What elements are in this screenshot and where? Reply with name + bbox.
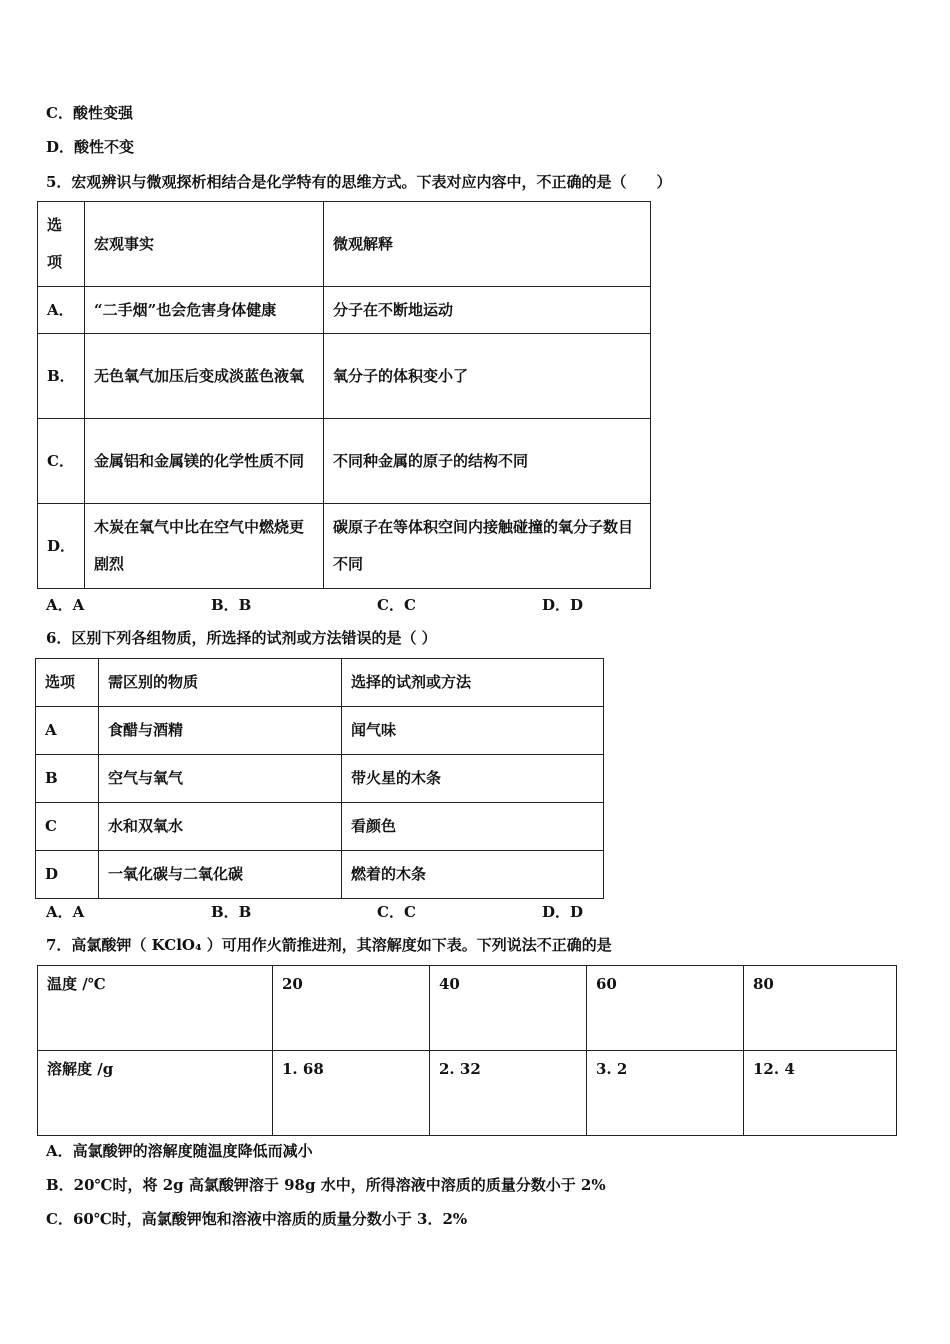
- row-explanation: 分子在不断地运动: [324, 287, 651, 334]
- row-option: C: [36, 803, 99, 851]
- table-row: [36, 803, 604, 851]
- header-explanation: 微观解释: [324, 202, 651, 287]
- row-fact: “二手烟”也会危害身体健康: [85, 287, 324, 334]
- header-method: 选择的试剂或方法: [342, 659, 604, 707]
- temperature-label: 温度 /℃: [38, 966, 273, 1051]
- row-option: B: [36, 755, 99, 803]
- question-7-option-b: B．20℃时，将 2g 高氯酸钾溶于 98g 水中，所得溶液中溶质的质量分数小于 2%: [46, 1176, 606, 1194]
- row-explanation: 氧分子的体积变小了: [324, 334, 651, 419]
- row-method: 闻气味: [342, 707, 604, 755]
- table-row: [36, 755, 604, 803]
- row-explanation: 碳原子在等体积空间内接触碰撞的氧分子数目不同: [324, 504, 651, 589]
- question-7-table: [37, 965, 897, 1136]
- answer-a: A．A: [46, 903, 85, 921]
- row-method: 带火星的木条: [342, 755, 604, 803]
- row-option: A．: [38, 287, 85, 334]
- question-5-table: [37, 201, 651, 589]
- solubility-80: 12. 4: [744, 1051, 897, 1136]
- row-fact: 无色氧气加压后变成淡蓝色液氧: [85, 334, 324, 419]
- question-7-option-c: C．60℃时，高氯酸钾饱和溶液中溶质的质量分数小于 3．2%: [46, 1210, 468, 1228]
- answer-b: B．B: [211, 903, 252, 921]
- temperature-60: 60: [587, 966, 744, 1051]
- row-substances: 水和双氧水: [99, 803, 342, 851]
- row-fact: 金属铝和金属镁的化学性质不同: [85, 419, 324, 504]
- header-option: 选 项: [38, 202, 85, 287]
- solubility-label: 溶解度 /g: [38, 1051, 273, 1136]
- row-option: B．: [38, 334, 85, 419]
- temperature-80: 80: [744, 966, 897, 1051]
- table-row: [38, 287, 651, 334]
- solubility-40: 2. 32: [430, 1051, 587, 1136]
- row-fact: 木炭在氧气中比在空气中燃烧更剧烈: [85, 504, 324, 589]
- temperature-20: 20: [273, 966, 430, 1051]
- question-5-stem: 5．宏观辨识与微观探析相结合是化学特有的思维方式。下表对应内容中，不正确的是（ ）: [46, 173, 672, 191]
- table-row: [36, 707, 604, 755]
- row-substances: 食醋与酒精: [99, 707, 342, 755]
- row-option: D: [36, 851, 99, 899]
- row-explanation: 不同种金属的原子的结构不同: [324, 419, 651, 504]
- table-row: [38, 419, 651, 504]
- table-row: [36, 851, 604, 899]
- header-option: 选项: [36, 659, 99, 707]
- answer-b: B．B: [211, 596, 252, 614]
- answer-c: C．C: [377, 596, 416, 614]
- header-fact: 宏观事实: [85, 202, 324, 287]
- question-6-stem: 6．区别下列各组物质，所选择的试剂或方法错误的是（ ）: [46, 629, 437, 647]
- header-substances: 需区别的物质: [99, 659, 342, 707]
- solubility-60: 3. 2: [587, 1051, 744, 1136]
- question-6-table: [35, 658, 604, 899]
- row-method: 燃着的木条: [342, 851, 604, 899]
- row-substances: 一氧化碳与二氧化碳: [99, 851, 342, 899]
- temperature-40: 40: [430, 966, 587, 1051]
- row-option: A: [36, 707, 99, 755]
- row-substances: 空气与氧气: [99, 755, 342, 803]
- row-option: D．: [38, 504, 85, 589]
- question-7-stem: 7．高氯酸钾（ KClO₄ ）可用作火箭推进剂，其溶解度如下表。下列说法不正确的是: [46, 936, 612, 954]
- row-option: C．: [38, 419, 85, 504]
- answer-d: D．D: [542, 903, 584, 921]
- answer-d: D．D: [542, 596, 584, 614]
- answer-c: C．C: [377, 903, 416, 921]
- row-method: 看颜色: [342, 803, 604, 851]
- question-7-option-a: A．高氯酸钾的溶解度随温度降低而减小: [46, 1142, 313, 1160]
- solubility-20: 1. 68: [273, 1051, 430, 1136]
- table-row: [38, 504, 651, 589]
- table-row: [38, 334, 651, 419]
- option-d-prev: D．酸性不变: [46, 138, 135, 156]
- option-c-prev: C．酸性变强: [46, 104, 133, 122]
- answer-a: A．A: [46, 596, 85, 614]
